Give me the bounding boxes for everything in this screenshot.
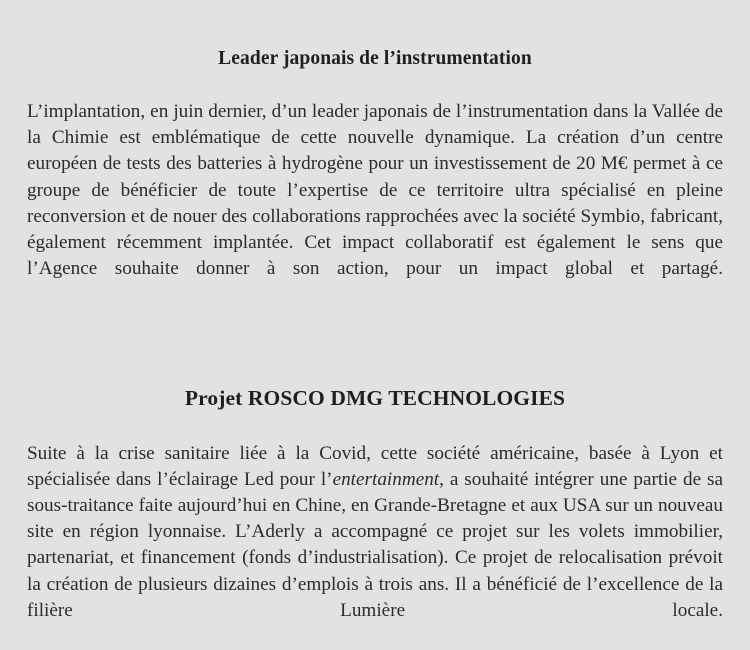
paragraph-text-after-emphasis: , a souhaité intégrer une partie de sa sous-traitance faite aujourd’hui en Chine, en Grande-Bretagne et aux USA sur un nouveau site en région lyonnaise. L’Aderly a accompagné ce projet sur les volets immobilier, partenariat, et financement (fonds d’industrialisation). Ce projet de relocalisation prévoit la création de plusieurs dizaines d’emplois à trois ans. Il a bénéficié de l’excellence de la filière Lumière locale. bbox=[27, 468, 723, 621]
emphasized-term-entertainment: entertainment bbox=[332, 468, 440, 490]
paragraph-text: L’implantation, en juin dernier, d’un leader japonais de l’instrumentation dans la Vallée de la Chimie est emblématique de cette nouvelle dynamique. La création d’un centre européen de tests des batteries à hydrogène pour un investissement de 20 M€ permet à ce groupe de bénéficier de toute l’expertise de ce territoire ultra spécialisé en pleine reconversion et de nouer des collaborations rapprochées avec la société Symbio, fabricant, également récemment implantée. Cet impact collaboratif est également le sens que l’Agence souhaite donner à son action, pour un impact global et partagé. bbox=[27, 101, 723, 280]
paragraph-leader-japonais bbox=[27, 99, 723, 309]
paragraph-projet-rosco bbox=[27, 441, 723, 650]
paragraph-text-before-emphasis: Suite à la crise sanitaire liée à la Covid, cette société américaine, basée à Lyon et spécialisée dans l’éclairage Led pour l’ bbox=[27, 442, 723, 490]
section-heading-projet-rosco-dmg-technologies: Projet ROSCO DMG TECHNOLOGIES bbox=[184, 385, 566, 410]
section-heading-leader-japonais: Leader japonais de l’instrumentation bbox=[218, 48, 532, 69]
